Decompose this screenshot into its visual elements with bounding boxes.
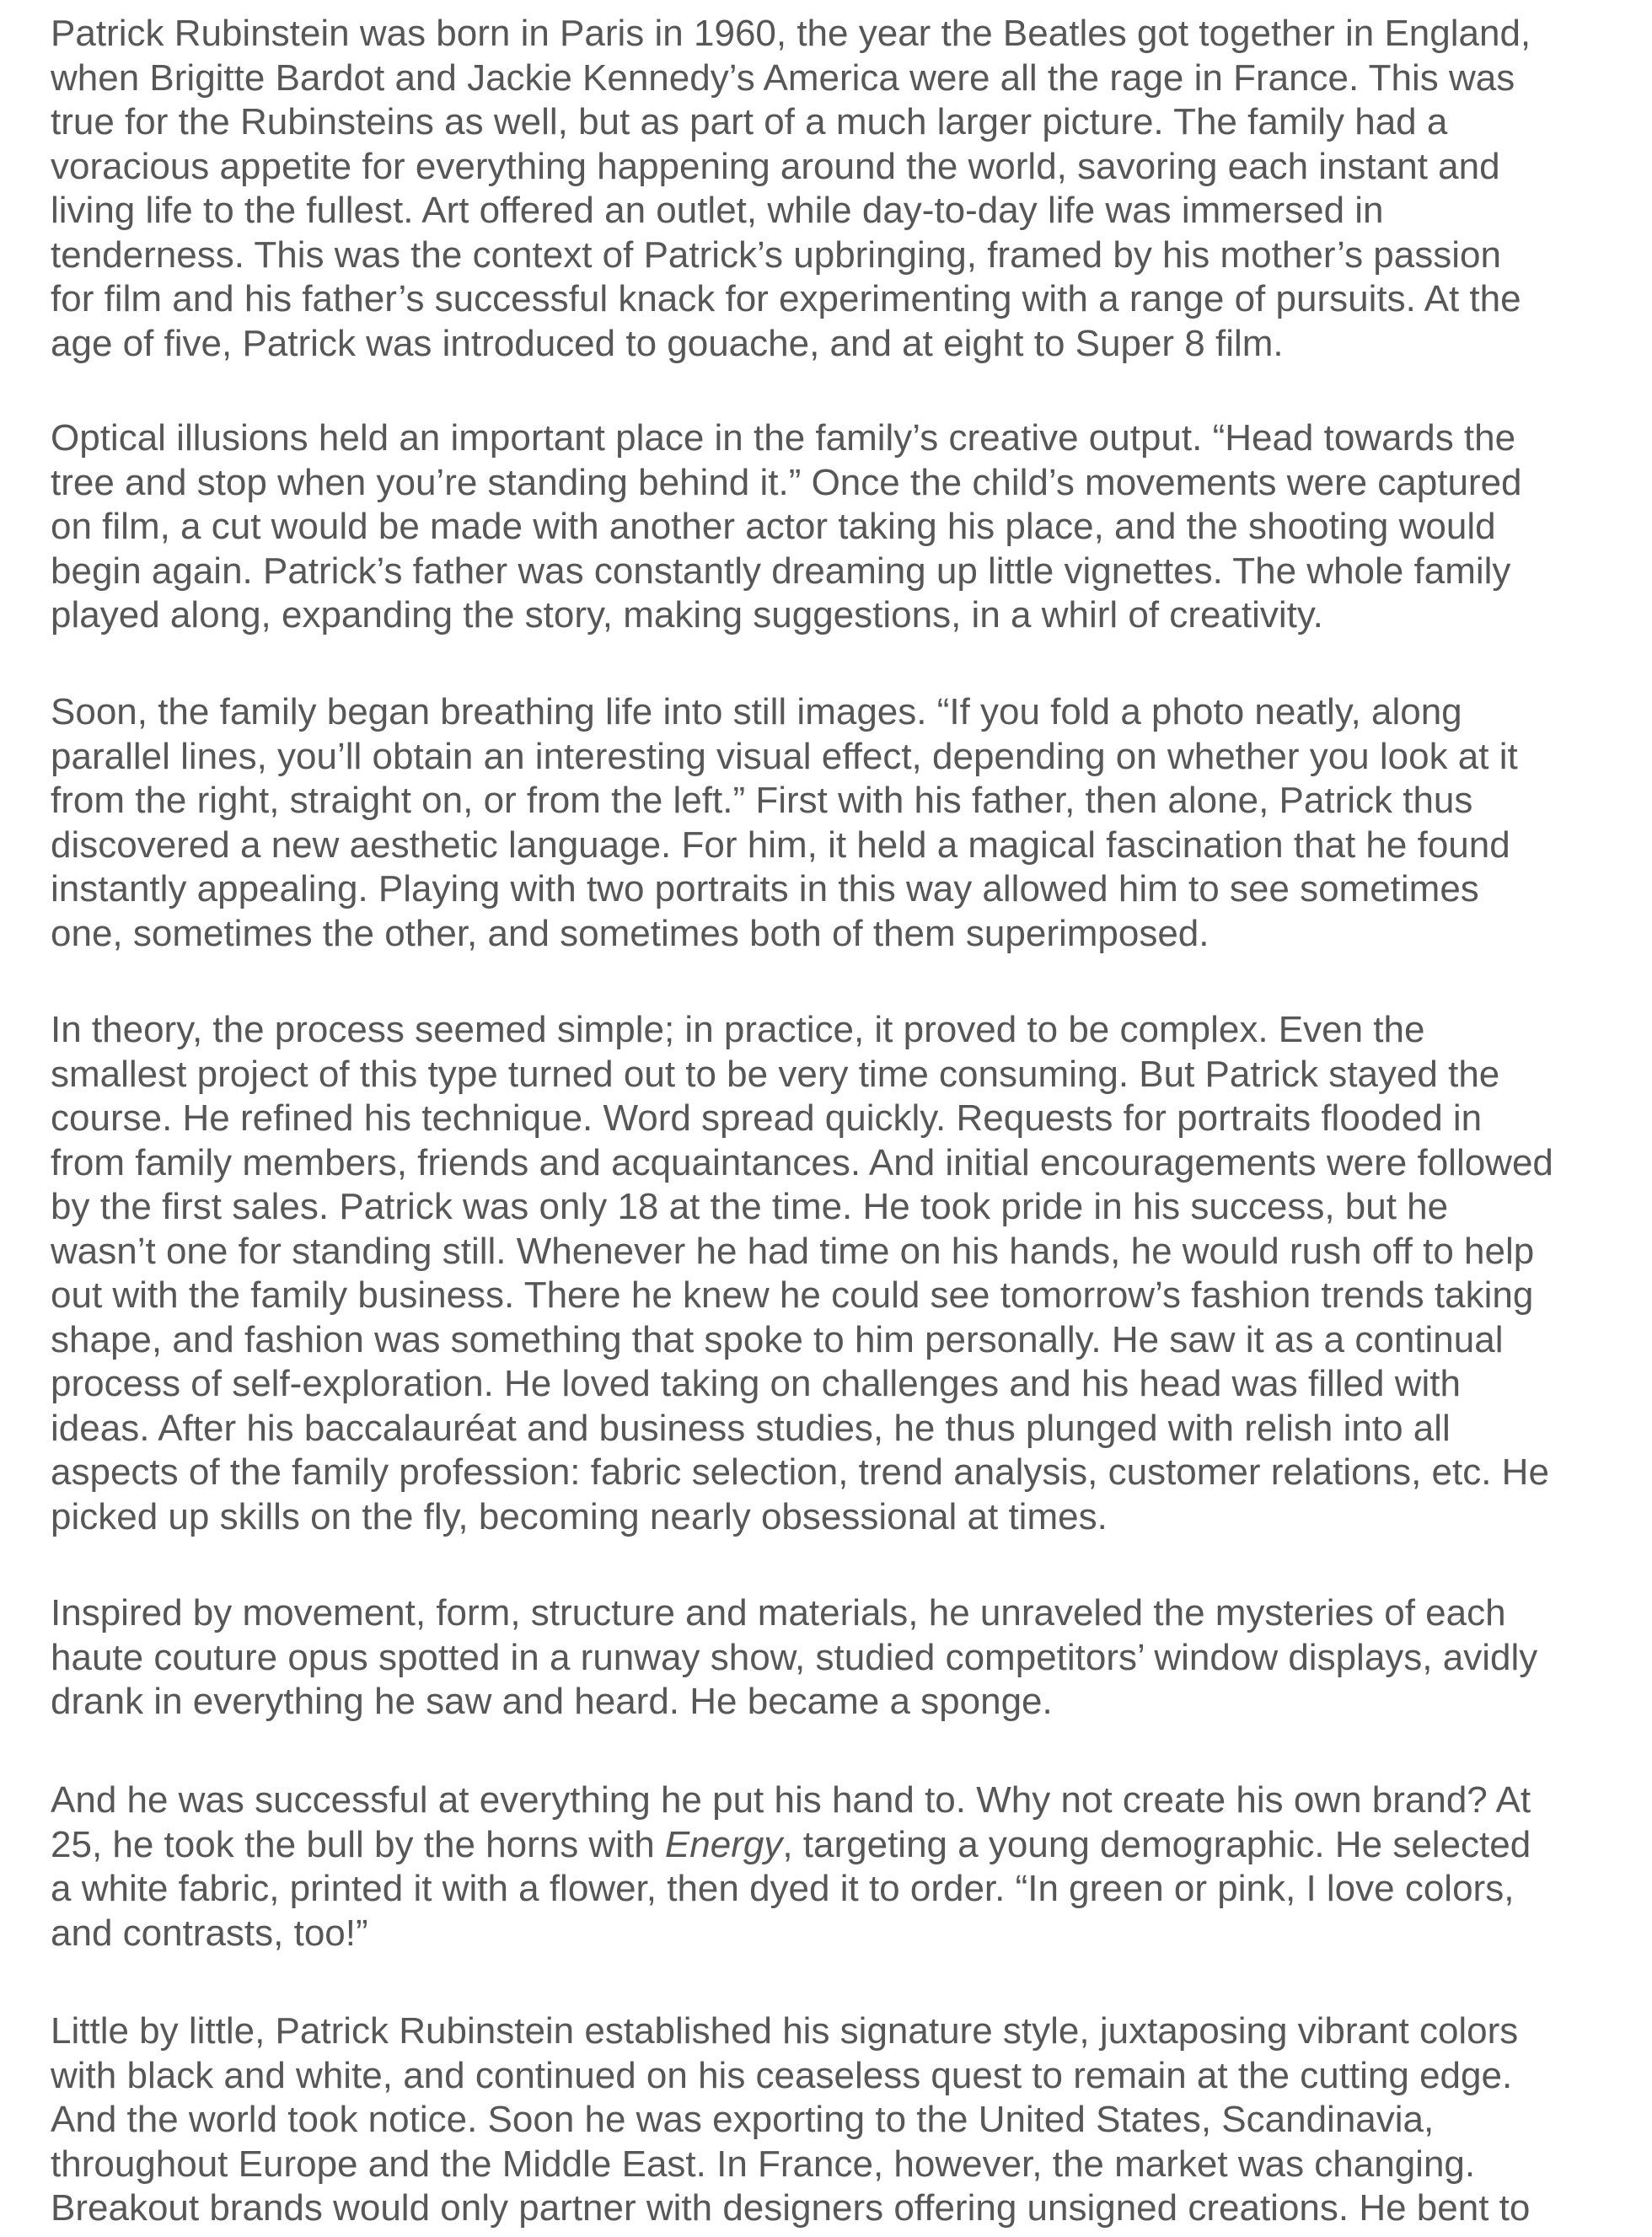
text-segment: , targeting a young demographic. He selected — [782, 1823, 1531, 1865]
text-line: shape, and fashion was something that spoke to him personally. He saw it as a continual — [51, 1318, 1504, 1360]
text-line: Inspired by movement, form, structure and materials, he unraveled the mysteries of each — [51, 1592, 1506, 1633]
text-line: one, sometimes the other, and sometimes both of them superimposed. — [51, 912, 1210, 954]
text-line: Little by little, Patrick Rubinstein established his signature style, juxtaposing vibrant colors — [51, 2010, 1519, 2052]
text-line: begin again. Patrick’s father was constantly dreaming up little vignettes. The whole family — [51, 550, 1511, 592]
text-line: and contrasts, too!” — [51, 1912, 368, 1954]
paragraph-1 — [51, 12, 1601, 366]
paragraph-5 — [51, 1591, 1601, 1725]
text-line: for film and his father’s successful knack for experimenting with a range of pursuits. At the — [51, 278, 1521, 319]
text-line: instantly appealing. Playing with two portraits in this way allowed him to see sometimes — [51, 868, 1479, 909]
text-line: voracious appetite for everything happening around the world, savoring each instant and — [51, 145, 1500, 187]
text-segment: 25, he took the bull by the horns with — [51, 1823, 665, 1865]
text-line: picked up skills on the fly, becoming nearly obsessional at times. — [51, 1495, 1108, 1537]
text-line: age of five, Patrick was introduced to gouache, and at eight to Super 8 film. — [51, 322, 1284, 364]
paragraph-6 — [51, 1778, 1601, 1955]
text-line: with black and white, and continued on his ceaseless quest to remain at the cutting edge. — [51, 2054, 1513, 2096]
text-line: Breakout brands would only partner with designers offering unsigned creations. He bent to — [51, 2187, 1531, 2229]
paragraph-2 — [51, 416, 1601, 638]
text-line: course. He refined his technique. Word spread quickly. Requests for portraits flooded in — [51, 1097, 1483, 1139]
text-line: discovered a new aesthetic language. For him, it held a magical fascination that he found — [51, 823, 1510, 866]
text-line: Optical illusions held an important place in the family’s creative output. “Head towards the — [51, 417, 1516, 459]
text-line: throughout Europe and the Middle East. In France, however, the market was changing. — [51, 2143, 1476, 2185]
paragraph-7 — [51, 2009, 1601, 2231]
text-line: drank in everything he saw and heard. He became a sponge. — [51, 1681, 1053, 1722]
text-line: haute couture opus spotted in a runway show, studied competitors’ window displays, avidly — [51, 1636, 1538, 1678]
text-line: ideas. After his baccalauréat and business studies, he thus plunged with relish into all — [51, 1407, 1451, 1449]
text-line: Patrick Rubinstein was born in Paris in 1960, the year the Beatles got together in England, — [51, 13, 1531, 54]
text-line: a white fabric, printed it with a flower, then dyed it to order. “In green or pink, I love colors, — [51, 1868, 1515, 1909]
text-line: true for the Rubinsteins as well, but as part of a much larger picture. The family had a — [51, 101, 1448, 142]
text-line: And the world took notice. Soon he was exporting to the United States, Scandinavia, — [51, 2099, 1435, 2140]
paragraph-4 — [51, 1008, 1601, 1539]
text-line: from the right, straight on, or from the left.” First with his father, then alone, Patrick thus — [51, 780, 1473, 821]
text-line: aspects of the family profession: fabric selection, trend analysis, customer relations, etc. He — [51, 1451, 1549, 1493]
text-line: from family members, friends and acquaintances. And initial encouragements were followed — [51, 1141, 1553, 1183]
text-line: wasn’t one for standing still. Whenever he had time on his hands, he would rush off to help — [51, 1230, 1535, 1272]
text-line: played along, expanding the story, making suggestions, in a whirl of creativity. — [51, 594, 1323, 636]
text-line: And he was successful at everything he put his hand to. Why not create his own brand? At — [51, 1779, 1531, 1821]
text-line: by the first sales. Patrick was only 18 at the time. He took pride in his success, but he — [51, 1186, 1449, 1227]
text-line: parallel lines, you’ll obtain an interesting visual effect, depending on whether you look at it — [51, 735, 1518, 777]
paragraph-3 — [51, 690, 1601, 956]
text-line: smallest project of this type turned out to be very time consuming. But Patrick stayed the — [51, 1053, 1500, 1095]
text-line: process of self-exploration. He loved taking on challenges and his head was filled with — [51, 1363, 1461, 1404]
text-line: on film, a cut would be made with another actor taking his place, and the shooting would — [51, 506, 1496, 547]
text-line — [51, 1823, 1601, 1868]
text-line: tenderness. This was the context of Patrick’s upbringing, framed by his mother’s passion — [51, 233, 1501, 276]
text-line: Soon, the family began breathing life into still images. “If you fold a photo neatly, along — [51, 691, 1462, 732]
text-line: living life to the fullest. Art offered an outlet, while day-to-day life was immersed in — [51, 190, 1384, 231]
brand-name-italic: Energy — [664, 1823, 783, 1865]
text-line: out with the family business. There he knew he could see tomorrow’s fashion trends taking — [51, 1274, 1534, 1316]
text-line: when Brigitte Bardot and Jackie Kennedy’s America were all the rage in France. This was — [51, 56, 1515, 99]
text-line: In theory, the process seemed simple; in practice, it proved to be complex. Even the — [51, 1009, 1425, 1050]
text-line: tree and stop when you’re standing behind it.” Once the child’s movements were captured — [51, 461, 1522, 503]
